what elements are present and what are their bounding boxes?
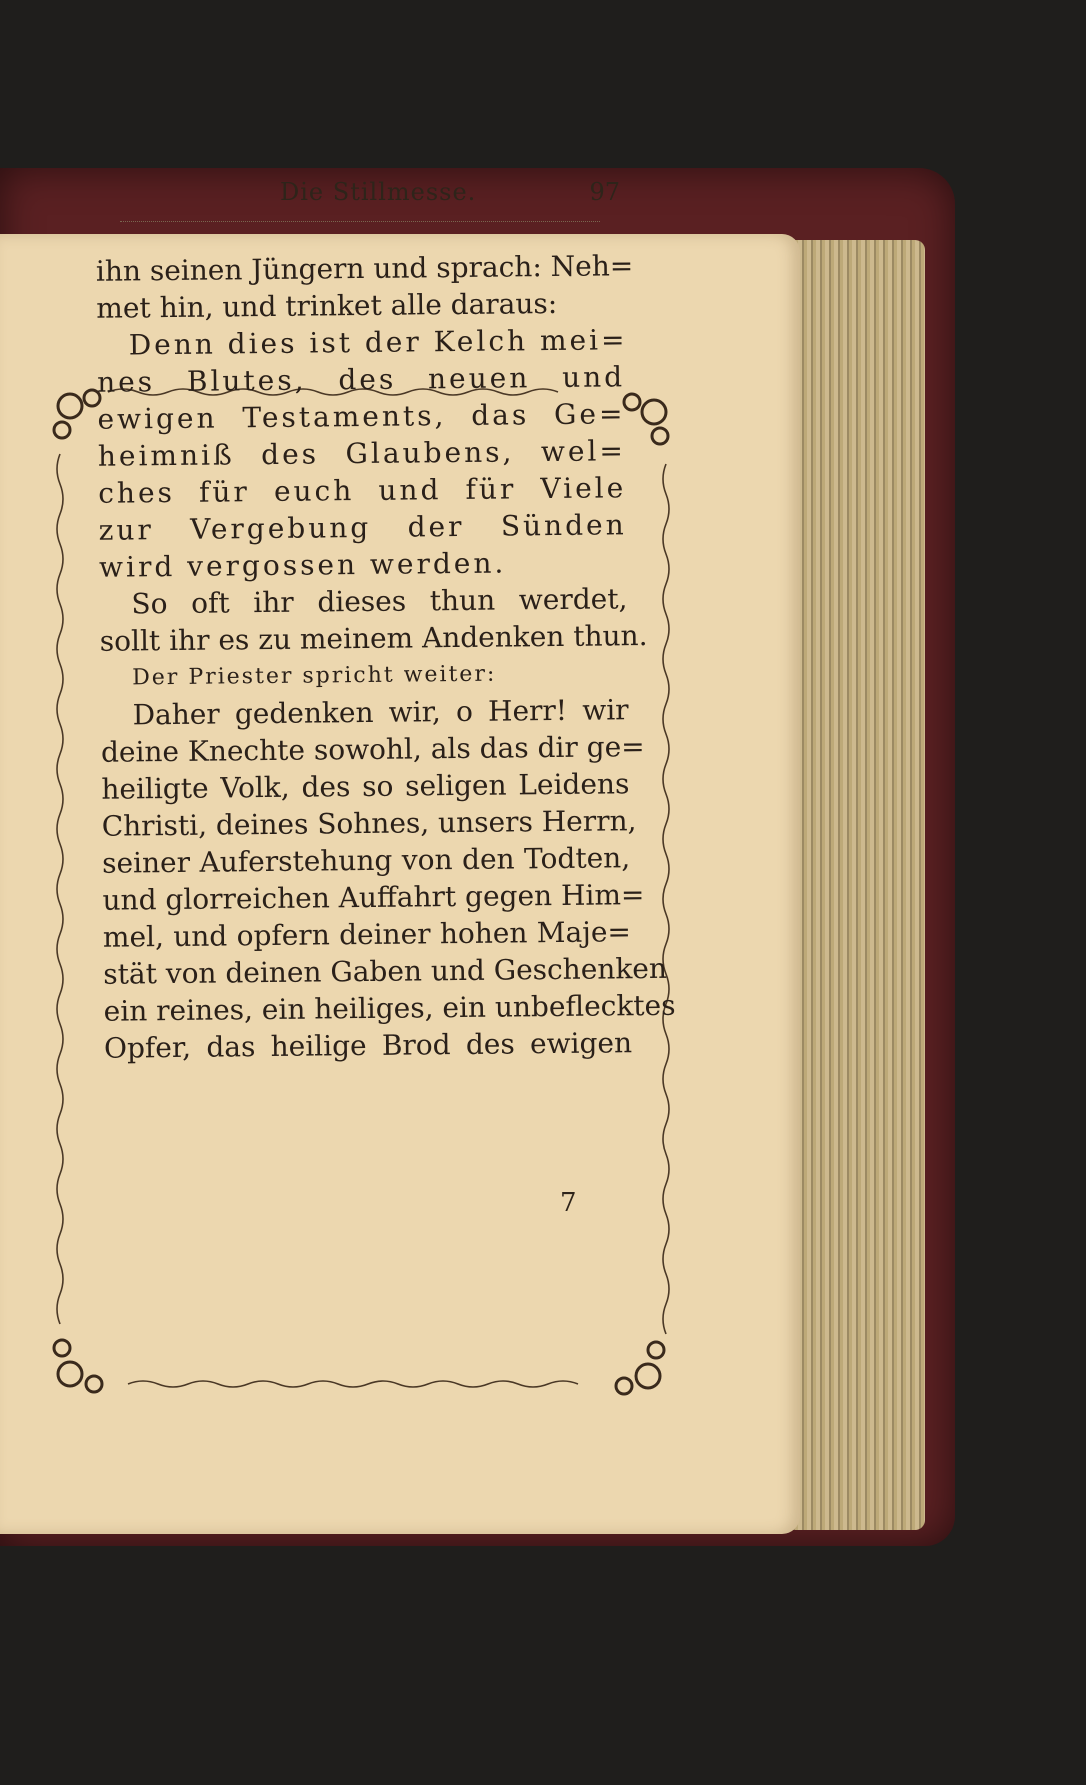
- header-rule: [120, 221, 600, 222]
- text-line: seiner Auferstehung von den Todten,: [101, 841, 631, 880]
- running-head: Die Stillmesse.: [280, 178, 477, 206]
- text-line: ches für euch und für Viele: [98, 471, 627, 510]
- text-line: und glorreichen Auffahrt gegen Him=: [102, 878, 645, 917]
- text-line: ihn seinen Jüngern und sprach: Neh=: [95, 249, 634, 288]
- page-number: 97: [589, 178, 620, 206]
- text-line: ewigen Testaments, das Ge=: [97, 397, 626, 436]
- text-line: ein reines, ein heiliges, ein unbeflecktes: [103, 988, 676, 1028]
- body-text: [95, 247, 676, 1066]
- text-line: deine Knechte sowohl, als das dir ge=: [100, 730, 645, 769]
- text-line: Opfer, das heilige Brod des ewigen: [103, 1026, 633, 1065]
- text-line: Daher gedenken wir, o Herr! wir: [132, 693, 629, 732]
- text-line: nes Blutes, des neuen und: [96, 360, 626, 399]
- text-line: met hin, und trinket alle daraus:: [96, 286, 558, 325]
- text-line: wird vergossen werden.: [98, 546, 507, 584]
- text-line: So oft ihr dieses thun werdet,: [131, 582, 628, 621]
- text-line: stät von deinen Gaben und Geschenken: [103, 951, 668, 991]
- signature-mark: 7: [560, 1188, 577, 1218]
- rubric-line: Der Priester spricht weiter:: [132, 661, 497, 691]
- text-line: heimniß des Glaubens, wel=: [97, 434, 627, 473]
- page-edges: [780, 240, 925, 1530]
- text-line: Denn dies ist der Kelch mei=: [128, 323, 628, 362]
- page-header: [110, 178, 620, 214]
- text-line: heiligte Volk, des so seligen Leidens: [101, 767, 630, 806]
- text-line: mel, und opfern deiner hohen Maje=: [102, 915, 632, 954]
- text-line: sollt ihr es zu meinem Andenken thun.: [99, 619, 648, 658]
- text-line: Christi, deines Sohnes, unsers Herrn,: [101, 804, 637, 843]
- text-line: zur Vergebung der Sünden: [98, 508, 627, 547]
